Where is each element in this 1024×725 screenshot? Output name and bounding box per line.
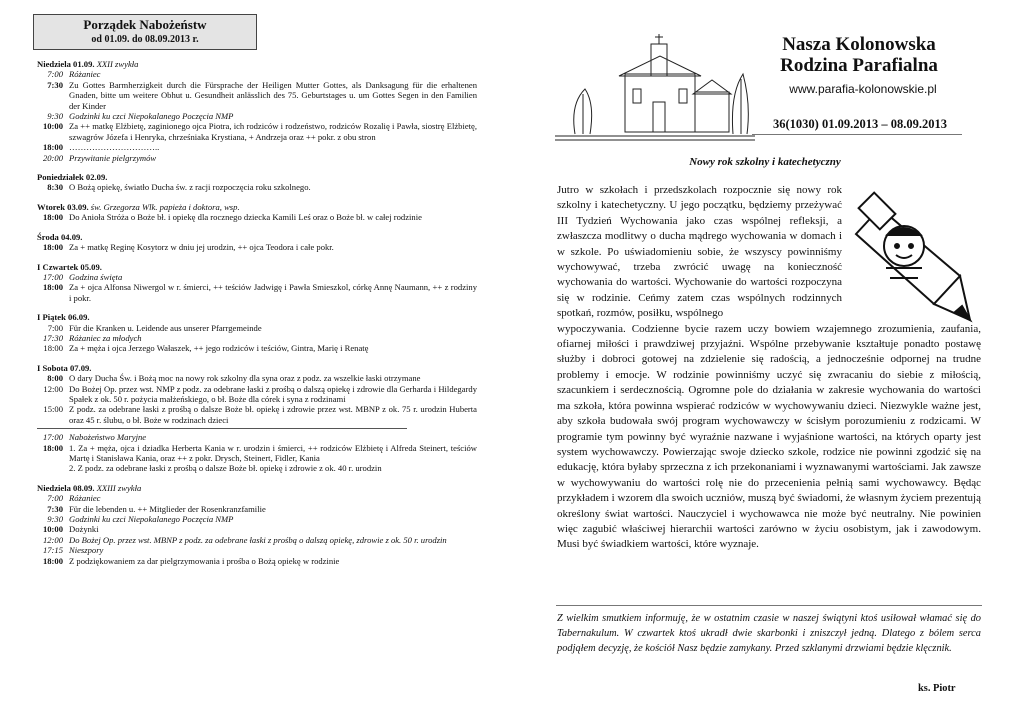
schedule-date-range: od 01.09. do 08.09.2013 r.: [91, 34, 199, 45]
mass-time: 20:00: [42, 152, 63, 163]
day-heading: [37, 59, 477, 69]
mass-entry: [37, 333, 477, 343]
mass-entry: [37, 432, 477, 442]
mass-entry: [37, 373, 477, 383]
schedule-day: [37, 483, 477, 566]
mass-entry: [37, 443, 477, 464]
day-heading: [37, 483, 477, 493]
mass-intention: Różaniec: [69, 493, 101, 504]
mass-intention: Godzinki ku czci Niepokalanego Poczęcia NMP: [69, 514, 234, 525]
title-line-2: Rodzina Parafialna: [780, 55, 938, 76]
mass-intention: Z podziękowaniem za dar pielgrzymowania i prośba o Bożą opiekę w rodzinie: [69, 555, 340, 566]
day-heading-text: I Piątek 06.09.: [37, 312, 90, 323]
mass-time: 7:30: [47, 503, 63, 514]
article-title: Nowy rok szkolny i katechetyczny: [689, 156, 841, 168]
mass-time: 7:00: [47, 493, 63, 504]
mass-intention: Za + matkę Reginę Kosytorz w dniu jej urodzin, ++ ojca Teodora i całe pokr.: [69, 242, 334, 253]
schedule-day: [37, 312, 477, 354]
church-illustration: [555, 34, 755, 144]
mass-time: 17:00: [42, 271, 63, 282]
schedule-day: [37, 59, 477, 163]
mass-intention: Godzina święta: [69, 271, 123, 282]
day-heading: [37, 262, 477, 272]
mass-entry: [37, 556, 477, 566]
website-link[interactable]: www.parafia-kolonowskie.pl: [789, 82, 937, 96]
mass-time: 12:00: [43, 383, 63, 394]
mass-time: 18:00: [42, 212, 63, 223]
mass-intention: Za + ojca Alfonsa Niwergol w r. śmierci, ++ teściów Jadwigę i Pawła Smieszkol, córkę Annę Naumann, ++ z rodziny i pokr.: [69, 282, 477, 303]
schedule-header: [33, 14, 257, 50]
mass-time: 10:00: [42, 524, 63, 535]
day-heading: [37, 363, 477, 373]
mass-intention: Do Bożej Op. przez wst. NMP z podz. za odebrane łaski z prośbą o dalszą opiekę i zdrowie dla Gerharda i Hildegardy Spałek z ok. 50 r. pożycia małżeńskiego, o bł. Boże dla córek i syna z rodzinami: [69, 383, 477, 404]
mass-intention: Nabożeństwo Maryjne: [69, 432, 147, 443]
mass-entry: [37, 504, 477, 514]
day-heading-text: Niedziela 08.09.: [37, 482, 95, 493]
article-body: [557, 183, 981, 553]
day-note: XXII zwykła: [96, 59, 139, 69]
schedule-day: [37, 232, 477, 253]
mass-intention: Godzinki ku czci Niepokalanego Poczęcia NMP: [69, 111, 234, 122]
mass-time: 7:00: [47, 69, 63, 80]
mass-entry: [37, 212, 477, 222]
mass-time: 7:00: [47, 322, 63, 333]
mass-entry: [37, 272, 477, 282]
day-note: XXIII zwykła: [96, 482, 142, 493]
divider: [752, 134, 962, 135]
mass-entry: [37, 384, 477, 405]
mass-time: 9:30: [47, 514, 63, 525]
day-heading-text: I Czwartek 05.09.: [37, 261, 102, 272]
mass-time: 10:00: [42, 121, 63, 132]
day-heading-text: Środa 04.09.: [37, 231, 83, 242]
mass-time: 12:00: [42, 534, 63, 545]
mass-intention: Z podz. za odebrane łaski z prośbą o dalsze Boże bł. opiekę i zdrowie przez wst. MBNP z ok. 75 r. urodzin Huberta oraz 45 r. ślubu, o bł. Boże w rodzinach dzieci: [69, 404, 477, 425]
day-heading-text: Poniedziałek 02.09.: [37, 172, 108, 183]
signature: ks. Piotr: [918, 683, 956, 694]
mass-intention: Dożynki: [69, 524, 99, 535]
newsletter-title: [768, 34, 950, 76]
mass-entry: [37, 111, 477, 121]
schedule-title: Porządek Nabożeństw: [83, 17, 207, 32]
schedule-day: [37, 202, 477, 223]
mass-intention: Für die lebenden u. ++ Mitglieder der Rosenkranzfamilie: [69, 503, 266, 514]
title-line-1: Nasza Kolonowska: [782, 34, 936, 55]
mass-intention: 2. Z podz. za odebrane łaski z prośbą o dalsze Boże bł. opiekę i zdrowie z ok. 40 r. urodzin: [69, 463, 382, 474]
divider: [556, 605, 982, 606]
mass-entry: [37, 121, 477, 142]
notice-text: Z wielkim smutkiem informuję, że w ostatnim czasie w naszej świątyni ktoś usiłował włamać się do Tabernakulum. W czwartek ktoś ukradł dwie skarbonki i zniszczył jedną. Dlatego z bólem serca podjąłem decyzję, że kościół Nasz będzie zamykany. Przed szklanymi drzwiami będzie klęcznik.: [557, 613, 981, 654]
mass-entry: [37, 69, 477, 79]
mass-entry: [37, 242, 477, 252]
day-note: św. Grzegorza Wlk. papieża i doktora, wsp.: [90, 201, 240, 212]
schedule-day: [37, 172, 477, 193]
mass-entry: [37, 404, 477, 425]
mass-intention: Zu Gottes Barmherzigkeit durch die Fürsprache der Heiligen Mutter Gottes, als Danksagung für die erhaltenen Gnaden, bitte um weitere Obhut u. Gesundheit anlässlich des 75. Geburtstages u. um Gottes Segen in den Familien der Kinder: [69, 79, 477, 111]
mass-entry: [37, 142, 477, 152]
day-heading: [37, 312, 477, 322]
mass-time: 18:00: [42, 442, 63, 453]
article-paragraph-wrapped: Jutro w szkołach i przedszkolach rozpocznie się nowy rok szkolny i katechetyczny. U jego początku, będziemy przeżywać III Tydzień Wychowania jako czas wspólnej refleksji, a zwłaszcza modlitwy o ducha mądrego wychowania w domach i w szkole. Po uświadomieniu sobie, że wszyscy powinniśmy wychowywać, trzeba zwrócić uwagę na konieczność wychowania do wartości. Wychowanie do wartości rozpoczyna się w rodzinie. Ceńmy zatem czas wspólnych rodzinnych spotkań, rozmów, posiłku, wspólnego: [557, 184, 842, 320]
day-heading-text: Niedziela 01.09.: [37, 59, 95, 69]
mass-entry: [37, 493, 477, 503]
mass-intention: Różaniec za młodych: [69, 332, 142, 343]
day-heading: [37, 202, 477, 212]
divider: [37, 428, 407, 429]
day-heading-text: I Sobota 07.09.: [37, 362, 92, 373]
mass-intention: O Bożą opiekę, światło Ducha św. z racji rozpoczęcia roku szkolnego.: [69, 182, 311, 193]
mass-entry: [37, 80, 477, 111]
day-heading-text: Wtorek 03.09.: [37, 201, 89, 212]
mass-time: 17:15: [42, 545, 63, 556]
mass-intention: O dary Ducha Św. i Bożą moc na nowy rok szkolny dla syna oraz z podz. za wszelkie łaski otrzymane: [69, 373, 421, 384]
mass-entry: [37, 463, 477, 473]
mass-time: 15:00: [43, 404, 63, 415]
mass-intention: 1. Za + męża, ojca i dziadka Herberta Kania w r. urodzin i śmierci, ++ rodziców Elżbietę i Alfreda Steinert, teściów Martę i Stanisława Kania, oraz ++ z pokr. Drysch, Steinert, Fidler, Kania: [69, 442, 477, 463]
mass-time: 18:00: [42, 242, 63, 253]
mass-time: 8:00: [47, 373, 63, 384]
mass-entry: [37, 323, 477, 333]
schedule-day: [37, 363, 477, 474]
mass-intention: Za + męża i ojca Jerzego Wałaszek, ++ jego rodziców i teściów, Gintra, Marię i Renatę: [69, 343, 369, 354]
mass-time: 18:00: [43, 343, 63, 354]
mass-time: [37, 463, 69, 473]
mass-entry: [37, 182, 477, 192]
mass-time: 18:00: [42, 142, 63, 153]
mass-intention: Do Anioła Stróża o Boże bł. i opiekę dla rocznego dziecka Kamili Leś oraz o Boże bł. w całej rodzinie: [69, 212, 422, 223]
issue-number: 36(1030) 01.09.2013 – 08.09.2013: [773, 117, 947, 131]
mass-entry: [37, 343, 477, 353]
mass-entry: [37, 545, 477, 555]
mass-intention: Do Bożej Op. przez wst. MBNP z podz. za odebrane łaski z prośbą o dalszą opiekę, zdrowie z ok. 50 r. urodzin: [69, 534, 447, 545]
mass-time: 18:00: [42, 282, 63, 293]
mass-entry: [37, 282, 477, 303]
mass-schedule: [37, 14, 477, 566]
article-paragraph: wypoczywania. Codzienne bycie razem uczy bowiem wzajemnego zrozumienia, zaufania, ofiarnej miłości i prawdziwej przyjaźni. Wspólne przebywanie kształtuje ponadto postawę służby i dobroci gotowej na zdzielenie się radością, a jednocześnie odpornej na trudne problemy i emocje. W rodzinie powinniśmy uczyć się zwracaniu do siebie z miłością, szacunkiem i serdecznością. Ogromne pole do działania w zakresie wychowania do wartości ma szkoła, która powinna wspierać rodziców w wychowywaniu dzieci. Niezwykle ważne jest, aby szkoła budowała swój program wychowawczy w ścisłym porozumieniu z rodzicami. W programie tym powinny być wyraźnie nazwane i wyjaśnione wartości, na których oparty jest system wychowawczy. Powierzając swoje dziecko szkole, rodzice nie powinni zgodzić się na edukację, która byłaby sprzeczna z ich przekonaniami i wyznawanymi wartościami. Jak zawsze w wychowywaniu do wartości rolę nie do przecenienia pełnią sami wychowawcy. Będąc przykładem i wzorem dla swoich uczniów, muszą być świadomi, że własnym życiem prezentują określony świat wartości. Nauczyciel i wychowawca nie może być neutralny. Nie powinien więc zagubić właściwej hierarchii wartości zarówno w życiu osobistym, jak i zawodowym. Musi być świadkiem wartości, które wyznaje.: [557, 322, 981, 551]
mass-entry: [37, 514, 477, 524]
mass-intention: …………………………..: [69, 142, 160, 153]
schedule-days: [37, 59, 477, 566]
mass-intention: Przywitanie pielgrzymów: [69, 152, 157, 163]
mass-entry: [37, 524, 477, 534]
mass-entry: [37, 153, 477, 163]
mass-intention: Nieszpory: [69, 545, 104, 556]
schedule-day: [37, 262, 477, 304]
mass-entry: [37, 535, 477, 545]
mass-time: 17:30: [42, 332, 63, 343]
mass-intention: Für die Kranken u. Leidende aus unserer Pfarrgemeinde: [69, 322, 262, 333]
mass-time: 7:30: [47, 79, 63, 90]
mass-time: 17:00: [42, 432, 63, 443]
mass-intention: Różaniec: [69, 69, 101, 80]
day-heading: [37, 232, 477, 242]
day-heading: [37, 172, 477, 182]
mass-time: 8:30: [47, 182, 63, 193]
mass-intention: Za ++ matkę Elżbietę, zaginionego ojca Piotra, ich rodziców i rodzeństwo, rodziców Rozalię i Pawła, siostrę Elżbietę, szwagrów Józefa i Henryka, chrześniaka Krystiana, + Andrzeja oraz ++ pokr. z obu stron: [69, 121, 477, 142]
mass-time: 18:00: [42, 555, 63, 566]
mass-time: 9:30: [47, 111, 63, 122]
